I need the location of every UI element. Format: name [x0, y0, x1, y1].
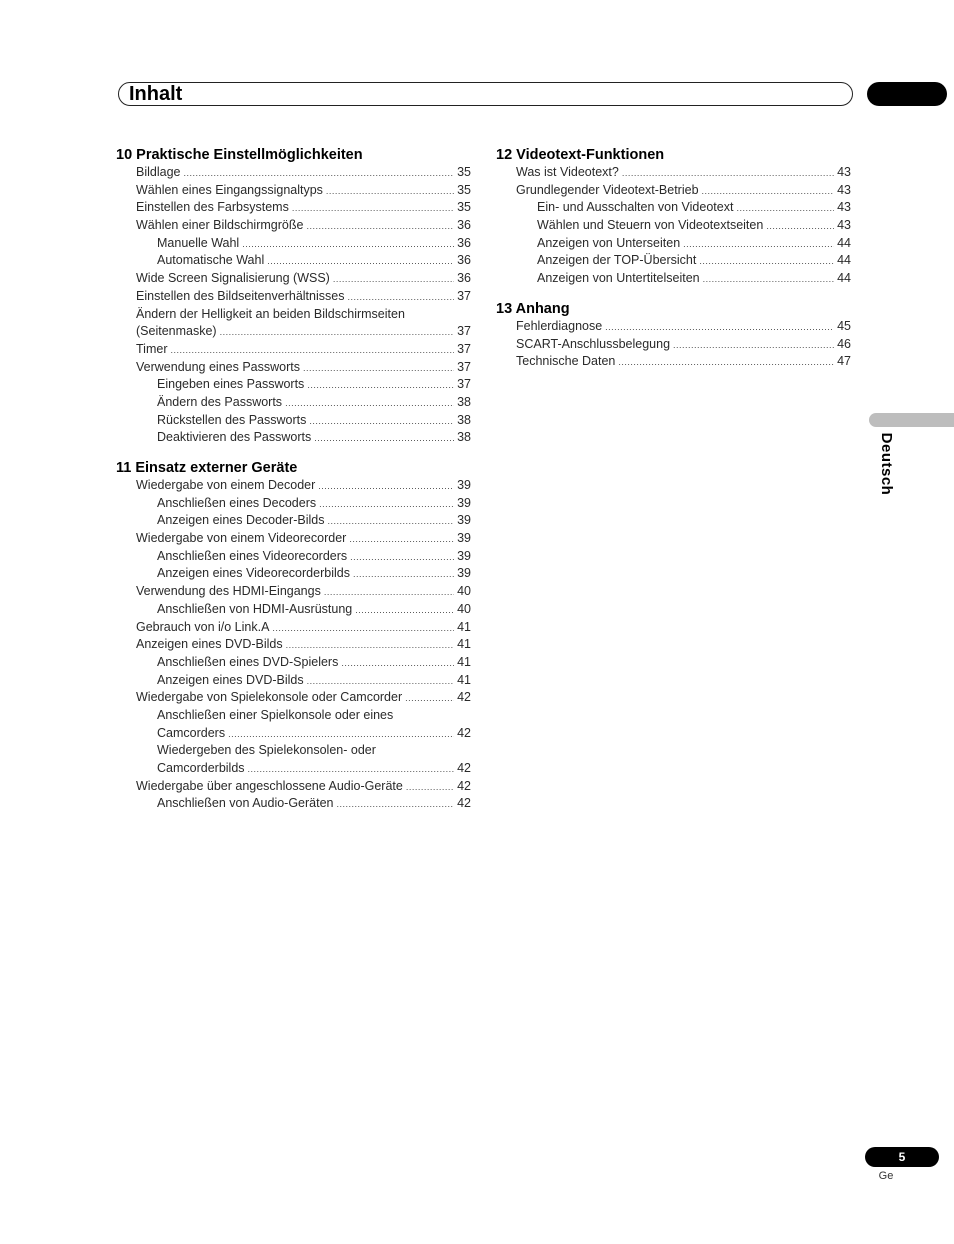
- section-heading: 10 Praktische Einstellmöglichkeiten: [116, 147, 363, 163]
- dot-leader: [333, 271, 454, 288]
- toc-entry[interactable]: [496, 164, 851, 182]
- toc-entry[interactable]: [116, 548, 471, 566]
- dot-leader: [326, 183, 454, 200]
- toc-entry-page: 41: [457, 637, 471, 652]
- toc-entry-title: Anzeigen von Unterseiten: [537, 235, 681, 250]
- toc-entry-title: Verwendung des HDMI-Eingangs: [136, 584, 321, 599]
- dot-leader: [319, 496, 454, 513]
- language-tab-label: Deutsch: [878, 432, 895, 496]
- dot-leader: [286, 637, 454, 654]
- toc-entry-page: 39: [457, 495, 471, 510]
- dot-leader: [309, 413, 454, 430]
- toc-entry-page: 40: [457, 584, 471, 599]
- toc-entry-title: Wide Screen Signalisierung (WSS): [136, 271, 330, 286]
- toc-entry[interactable]: [116, 164, 471, 182]
- toc-entry-title: Automatische Wahl: [157, 253, 265, 268]
- toc-entry[interactable]: [116, 306, 471, 324]
- page-title: Inhalt: [129, 83, 183, 105]
- toc-entry[interactable]: [116, 359, 471, 377]
- toc-left-column: [116, 146, 471, 825]
- toc-entry-page: 42: [457, 690, 471, 705]
- header-bar: [118, 82, 853, 106]
- toc-entry-title: Wiedergeben des Spielekonsolen- oder: [157, 743, 376, 758]
- toc-entry[interactable]: [116, 495, 471, 513]
- toc-entry[interactable]: [116, 725, 471, 743]
- toc-entry-page: 36: [457, 218, 471, 233]
- toc-section: [116, 459, 471, 813]
- toc-entry-title: Wiedergabe von einem Videorecorder: [136, 531, 347, 546]
- toc-entry-page: 41: [457, 654, 471, 669]
- toc-entry-title: Anzeigen eines DVD-Bilds: [157, 672, 304, 687]
- toc-entry-page: 39: [457, 531, 471, 546]
- toc-entry-page: 35: [457, 165, 471, 179]
- section-heading: 11 Einsatz externer Geräte: [116, 460, 298, 476]
- toc-entry-page: 42: [457, 778, 471, 793]
- toc-entry[interactable]: [116, 288, 471, 306]
- toc-entry-page: 43: [837, 182, 851, 197]
- toc-entry-title: Was ist Videotext?: [516, 165, 619, 179]
- toc-entry-page: 43: [837, 218, 851, 233]
- toc-entry-title: (Seitenmaske): [136, 324, 217, 339]
- dot-leader: [703, 271, 834, 288]
- toc-entry[interactable]: [116, 323, 471, 341]
- toc-section: [496, 146, 851, 288]
- toc-entry[interactable]: [116, 583, 471, 601]
- toc-entry-page: 37: [457, 341, 471, 356]
- dot-leader: [318, 478, 454, 495]
- page-number: 5: [865, 1147, 939, 1167]
- dot-leader: [673, 337, 834, 354]
- toc-entry[interactable]: [496, 252, 851, 270]
- toc-entry-title: Wiedergabe von Spielekonsole oder Camcorder: [136, 690, 403, 705]
- dot-leader: [324, 584, 454, 601]
- dot-leader: [347, 289, 454, 306]
- toc-entry-title: Technische Daten: [516, 354, 616, 369]
- dot-leader: [353, 566, 454, 583]
- toc-entry-title: Anschließen einer Spielkonsole oder eines: [157, 707, 394, 722]
- toc-entry-title: Anzeigen der TOP-Übersicht: [537, 253, 697, 268]
- toc-entry[interactable]: [116, 252, 471, 270]
- toc-entry-page: 36: [457, 271, 471, 286]
- toc-entry[interactable]: [116, 778, 471, 796]
- toc-entry-page: 35: [457, 182, 471, 197]
- dot-leader: [303, 360, 454, 377]
- toc-entry[interactable]: [116, 429, 471, 447]
- dot-leader: [228, 726, 454, 743]
- dot-leader: [220, 324, 455, 341]
- toc-entry[interactable]: [496, 336, 851, 354]
- toc-entry-title: Anzeigen von Untertitelseiten: [537, 271, 700, 286]
- toc-right-column: [496, 146, 851, 383]
- toc-entry-title: Einstellen des Farbsystems: [136, 200, 289, 215]
- toc-entry-title: Anzeigen eines DVD-Bilds: [136, 637, 283, 652]
- toc-entry-title: Fehlerdiagnose: [516, 318, 603, 333]
- toc-entry-title: Anzeigen eines Decoder-Bilds: [157, 513, 325, 528]
- toc-entry-page: 44: [837, 235, 851, 250]
- toc-entry-page: 38: [457, 430, 471, 445]
- toc-entry-page: 47: [837, 354, 851, 369]
- dot-leader: [618, 354, 834, 371]
- dot-leader: [306, 218, 454, 235]
- dot-leader: [702, 183, 835, 200]
- toc-entry-title: Wiedergabe von einem Decoder: [136, 478, 316, 492]
- toc-entry[interactable]: [496, 318, 851, 336]
- toc-entry-title: Anschließen eines DVD-Spielers: [157, 654, 339, 669]
- toc-entry-title: Anschließen von Audio-Geräten: [157, 796, 334, 811]
- toc-entry[interactable]: [116, 270, 471, 288]
- toc-entry[interactable]: [116, 477, 471, 495]
- toc-entry-title: Anschließen eines Videorecorders: [157, 548, 348, 563]
- toc-entry-page: 44: [837, 271, 851, 286]
- toc-entry-page: 37: [457, 288, 471, 303]
- toc-entry[interactable]: [116, 619, 471, 637]
- toc-entry-title: SCART-Anschlussbelegung: [516, 336, 671, 351]
- toc-entry-page: 39: [457, 513, 471, 528]
- dot-leader: [736, 200, 834, 217]
- toc-entry-title: Wählen einer Bildschirmgröße: [136, 218, 304, 233]
- toc-entry-page: 37: [457, 324, 471, 339]
- dot-leader: [622, 165, 834, 182]
- toc-entry[interactable]: [496, 182, 851, 200]
- toc-entry-page: 38: [457, 394, 471, 409]
- toc-entry[interactable]: [496, 199, 851, 217]
- toc-entry-page: 42: [457, 725, 471, 740]
- toc-entry[interactable]: [116, 341, 471, 359]
- toc-entry-title: Camcorderbilds: [157, 761, 245, 775]
- toc-entry[interactable]: [116, 394, 471, 412]
- dot-leader: [699, 253, 834, 270]
- dot-leader: [355, 602, 454, 619]
- toc-entry[interactable]: [116, 689, 471, 707]
- toc-entry[interactable]: [116, 182, 471, 200]
- dot-leader: [170, 342, 454, 359]
- toc-entry-page: 36: [457, 235, 471, 250]
- toc-entry-page: 41: [457, 672, 471, 687]
- dot-leader: [350, 549, 454, 566]
- toc-entry-title: Gebrauch von i/o Link.A: [136, 619, 270, 634]
- toc-entry-title: Timer: [136, 341, 168, 356]
- toc-entry-page: 44: [837, 253, 851, 268]
- toc-entry-page: 41: [457, 619, 471, 634]
- dot-leader: [248, 761, 455, 778]
- dot-leader: [683, 236, 834, 253]
- toc-section: [496, 300, 851, 371]
- toc-entry-title: Bildlage: [136, 165, 181, 179]
- language-code: Ge: [878, 1170, 894, 1182]
- toc-entry-title: Verwendung eines Passworts: [136, 359, 300, 374]
- toc-entry-page: 46: [837, 336, 851, 351]
- dot-leader: [405, 690, 454, 707]
- dot-leader: [292, 200, 454, 217]
- toc-entry[interactable]: [496, 217, 851, 235]
- toc-entry-page: 40: [457, 601, 471, 616]
- toc-entry-page: 36: [457, 253, 471, 268]
- toc-entry[interactable]: [496, 353, 851, 371]
- toc-entry-page: 35: [457, 200, 471, 215]
- toc-entry[interactable]: [116, 530, 471, 548]
- toc-entry[interactable]: [116, 512, 471, 530]
- toc-entry-page: 37: [457, 359, 471, 374]
- dot-leader: [605, 319, 834, 336]
- dot-leader: [242, 236, 454, 253]
- toc-entry-title: Wählen und Steuern von Videotextseiten: [537, 218, 764, 233]
- toc-entry-title: Anschließen eines Decoders: [157, 495, 317, 510]
- toc-entry-title: Ändern des Passworts: [157, 394, 283, 409]
- section-heading: 12 Videotext-Funktionen: [496, 147, 665, 163]
- toc-entry[interactable]: [116, 672, 471, 690]
- toc-entry-title: Manuelle Wahl: [157, 235, 240, 250]
- toc-entry-page: 43: [837, 165, 851, 179]
- toc-entry-page: 37: [457, 377, 471, 392]
- section-heading: 13 Anhang: [496, 300, 570, 317]
- dot-leader: [314, 430, 454, 447]
- header-tab-marker: [867, 82, 947, 106]
- toc-entry-title: Grundlegender Videotext-Betrieb: [516, 182, 699, 197]
- toc-entry[interactable]: [116, 235, 471, 253]
- dot-leader: [349, 531, 454, 548]
- toc-entry-page: 39: [457, 478, 471, 492]
- toc-entry[interactable]: [116, 376, 471, 394]
- toc-entry-page: 45: [837, 318, 851, 333]
- dot-leader: [183, 165, 454, 182]
- toc-entry-page: 42: [457, 796, 471, 811]
- toc-entry[interactable]: [116, 654, 471, 672]
- toc-entry-title: Anschließen von HDMI-Ausrüstung: [157, 601, 353, 616]
- toc-section: [116, 146, 471, 447]
- toc-entry-title: Anzeigen eines Videorecorderbilds: [157, 566, 350, 581]
- toc-entry[interactable]: [116, 199, 471, 217]
- dot-leader: [307, 673, 454, 690]
- toc-entry-title: Ein- und Ausschalten von Videotext: [537, 200, 734, 215]
- toc-entry[interactable]: [496, 270, 851, 288]
- toc-entry[interactable]: [116, 565, 471, 583]
- dot-leader: [327, 513, 454, 530]
- dot-leader: [307, 377, 454, 394]
- dot-leader: [272, 620, 454, 637]
- dot-leader: [766, 218, 834, 235]
- toc-entry[interactable]: [116, 412, 471, 430]
- toc-entry-page: 39: [457, 566, 471, 581]
- dot-leader: [337, 796, 455, 813]
- toc-entry[interactable]: [116, 795, 471, 813]
- toc-entry-page: 43: [837, 200, 851, 215]
- toc-entry-title: Eingeben eines Passworts: [157, 377, 305, 392]
- toc-entry-title: Wählen eines Eingangssignaltyps: [136, 182, 323, 197]
- dot-leader: [341, 655, 454, 672]
- toc-entry-title: Ändern der Helligkeit an beiden Bildschirmseiten: [136, 306, 405, 321]
- toc-entry-page: 42: [457, 761, 471, 775]
- dot-leader: [406, 779, 454, 796]
- dot-leader: [267, 253, 454, 270]
- toc-entry[interactable]: [116, 742, 471, 760]
- toc-entry[interactable]: [116, 707, 471, 725]
- toc-entry[interactable]: [116, 760, 471, 778]
- toc-entry-page: 39: [457, 548, 471, 563]
- toc-entry-title: Deaktivieren des Passworts: [157, 430, 312, 445]
- toc-entry[interactable]: [116, 601, 471, 619]
- toc-entry[interactable]: [116, 636, 471, 654]
- toc-entry-title: Rückstellen des Passworts: [157, 412, 307, 427]
- dot-leader: [285, 395, 454, 412]
- toc-entry-title: Wiedergabe über angeschlossene Audio-Geräte: [136, 778, 403, 793]
- toc-entry[interactable]: [496, 235, 851, 253]
- toc-entry[interactable]: [116, 217, 471, 235]
- toc-entry-title: Camcorders: [157, 725, 226, 740]
- toc-entry-title: Einstellen des Bildseitenverhältnisses: [136, 288, 345, 303]
- toc-entry-page: 38: [457, 412, 471, 427]
